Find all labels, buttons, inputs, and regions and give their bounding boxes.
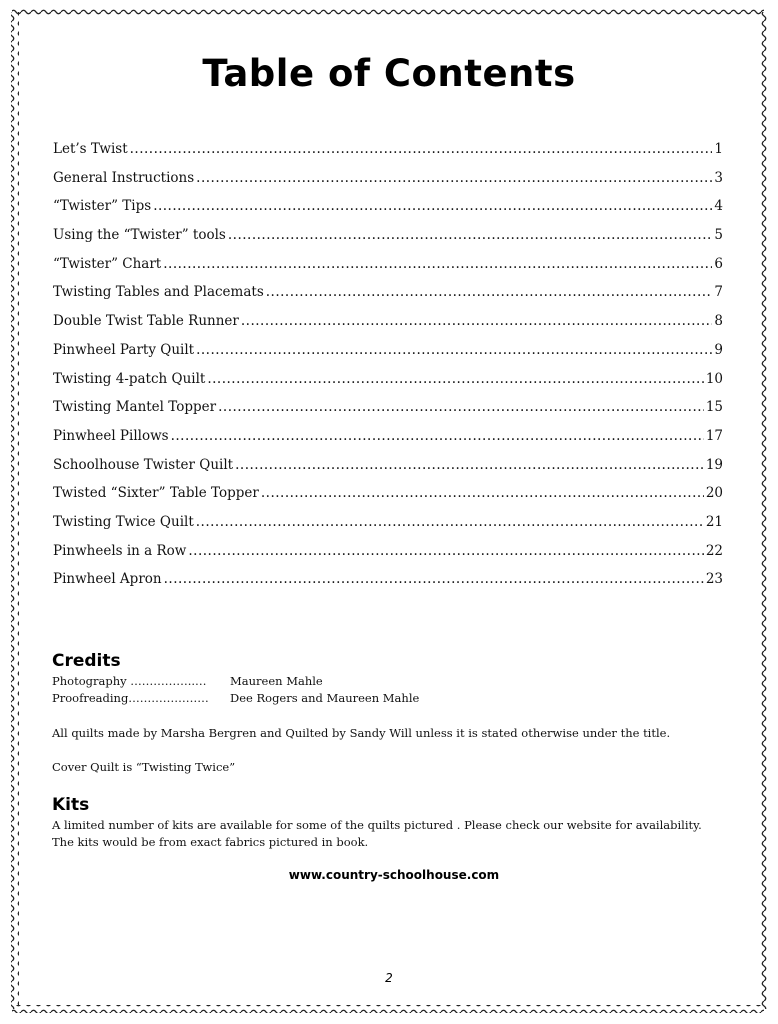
toc-entry-page-number: 17 <box>705 427 723 444</box>
toc-entry-page-number: 19 <box>705 456 723 473</box>
toc-dot-leader <box>130 141 713 157</box>
toc-entry-page-number: 4 <box>714 198 723 215</box>
kits-text-line-1: A limited number of kits are available for some of the quilts pictured . Please check our website for availability. <box>52 818 702 832</box>
toc-dot-leader <box>171 428 704 444</box>
toc-entry[interactable] <box>53 457 723 486</box>
toc-entry[interactable] <box>53 342 723 371</box>
toc-dot-leader <box>196 342 712 358</box>
toc-entry-title: Using the “Twister” tools <box>53 227 226 244</box>
toc-entry-title: Twisting Tables and Placemats <box>53 284 264 301</box>
credit-role: Proofreading………………… <box>52 691 209 705</box>
toc-entry-page-number: 7 <box>714 284 723 301</box>
toc-entry[interactable] <box>53 256 723 285</box>
credits-note: All quilts made by Marsha Bergren and Quilted by Sandy Will unless it is stated otherwise under the title. <box>52 726 671 740</box>
cover-quilt-note: Cover Quilt is “Twisting Twice” <box>52 760 236 774</box>
table-of-contents <box>53 141 723 600</box>
kits-heading: Kits <box>52 795 90 815</box>
page-title: Table of Contents <box>202 52 576 95</box>
toc-dot-leader <box>261 485 704 501</box>
toc-dot-leader <box>196 514 704 530</box>
toc-entry-page-number: 21 <box>705 513 723 530</box>
toc-entry-title: Pinwheel Apron <box>53 571 162 588</box>
toc-entry-page-number: 1 <box>714 141 723 157</box>
credit-role: Photography ……………..… <box>52 674 207 688</box>
toc-dot-leader <box>164 571 704 587</box>
toc-dot-leader <box>228 227 713 243</box>
toc-entry-page-number: 9 <box>714 341 723 358</box>
toc-entry-title: Pinwheels in a Row <box>53 542 187 559</box>
toc-entry-page-number: 22 <box>705 542 723 559</box>
toc-entry-title: Pinwheel Pillows <box>53 427 169 444</box>
toc-entry-page-number: 3 <box>714 169 723 186</box>
toc-entry-title: General Instructions <box>53 169 195 186</box>
toc-entry[interactable] <box>53 227 723 256</box>
toc-entry-page-number: 23 <box>705 571 723 588</box>
page-number: 2 <box>385 971 393 985</box>
toc-entry-title: Double Twist Table Runner <box>53 313 239 330</box>
toc-dot-leader <box>188 543 703 559</box>
toc-entry[interactable] <box>53 514 723 543</box>
toc-dot-leader <box>241 313 713 329</box>
toc-entry-title: Pinwheel Party Quilt <box>53 341 195 358</box>
toc-entry-page-number: 6 <box>714 255 723 272</box>
toc-entry-page-number: 5 <box>714 227 723 244</box>
toc-entry-title: Twisted “Sixter” Table Topper <box>53 485 259 502</box>
toc-entry[interactable] <box>53 571 723 600</box>
toc-entry-page-number: 10 <box>705 370 723 387</box>
credit-row-proofreading <box>52 691 419 708</box>
credit-row-photography <box>52 674 419 691</box>
toc-entry[interactable] <box>53 198 723 227</box>
credit-name: Dee Rogers and Maureen Mahle <box>230 691 420 705</box>
toc-entry[interactable] <box>53 141 723 170</box>
toc-dot-leader <box>235 457 704 473</box>
toc-entry-title: “Twister” Tips <box>53 198 152 215</box>
toc-entry[interactable] <box>53 543 723 572</box>
toc-entry-page-number: 20 <box>705 485 723 502</box>
toc-entry-title: “Twister” Chart <box>53 255 162 272</box>
toc-dot-leader <box>266 284 713 300</box>
toc-entry[interactable] <box>53 170 723 199</box>
toc-entry-title: Twisting 4-patch Quilt <box>53 370 206 387</box>
toc-entry[interactable] <box>53 399 723 428</box>
credit-name: Maureen Mahle <box>230 674 323 688</box>
toc-dot-leader <box>163 256 712 272</box>
toc-dot-leader <box>218 399 704 415</box>
website-link[interactable]: www.country-schoolhouse.com <box>288 868 500 882</box>
credits-list <box>52 674 419 708</box>
toc-entry[interactable] <box>53 313 723 342</box>
toc-entry[interactable] <box>53 485 723 514</box>
toc-entry-title: Schoolhouse Twister Quilt <box>53 456 234 473</box>
toc-entry-title: Twisting Twice Quilt <box>53 513 194 530</box>
toc-entry[interactable] <box>53 428 723 457</box>
credits-heading: Credits <box>52 651 121 671</box>
toc-dot-leader <box>196 170 712 186</box>
toc-entry-page-number: 15 <box>705 399 723 416</box>
toc-dot-leader <box>153 198 712 214</box>
toc-dot-leader <box>207 371 703 387</box>
toc-entry-title: Twisting Mantel Topper <box>53 399 217 416</box>
toc-entry[interactable] <box>53 284 723 313</box>
toc-entry-page-number: 8 <box>714 313 723 330</box>
kits-text-line-2: The kits would be from exact fabrics pictured in book. <box>52 835 369 849</box>
toc-entry-title: Let’s Twist <box>53 141 128 157</box>
toc-entry[interactable] <box>53 371 723 400</box>
